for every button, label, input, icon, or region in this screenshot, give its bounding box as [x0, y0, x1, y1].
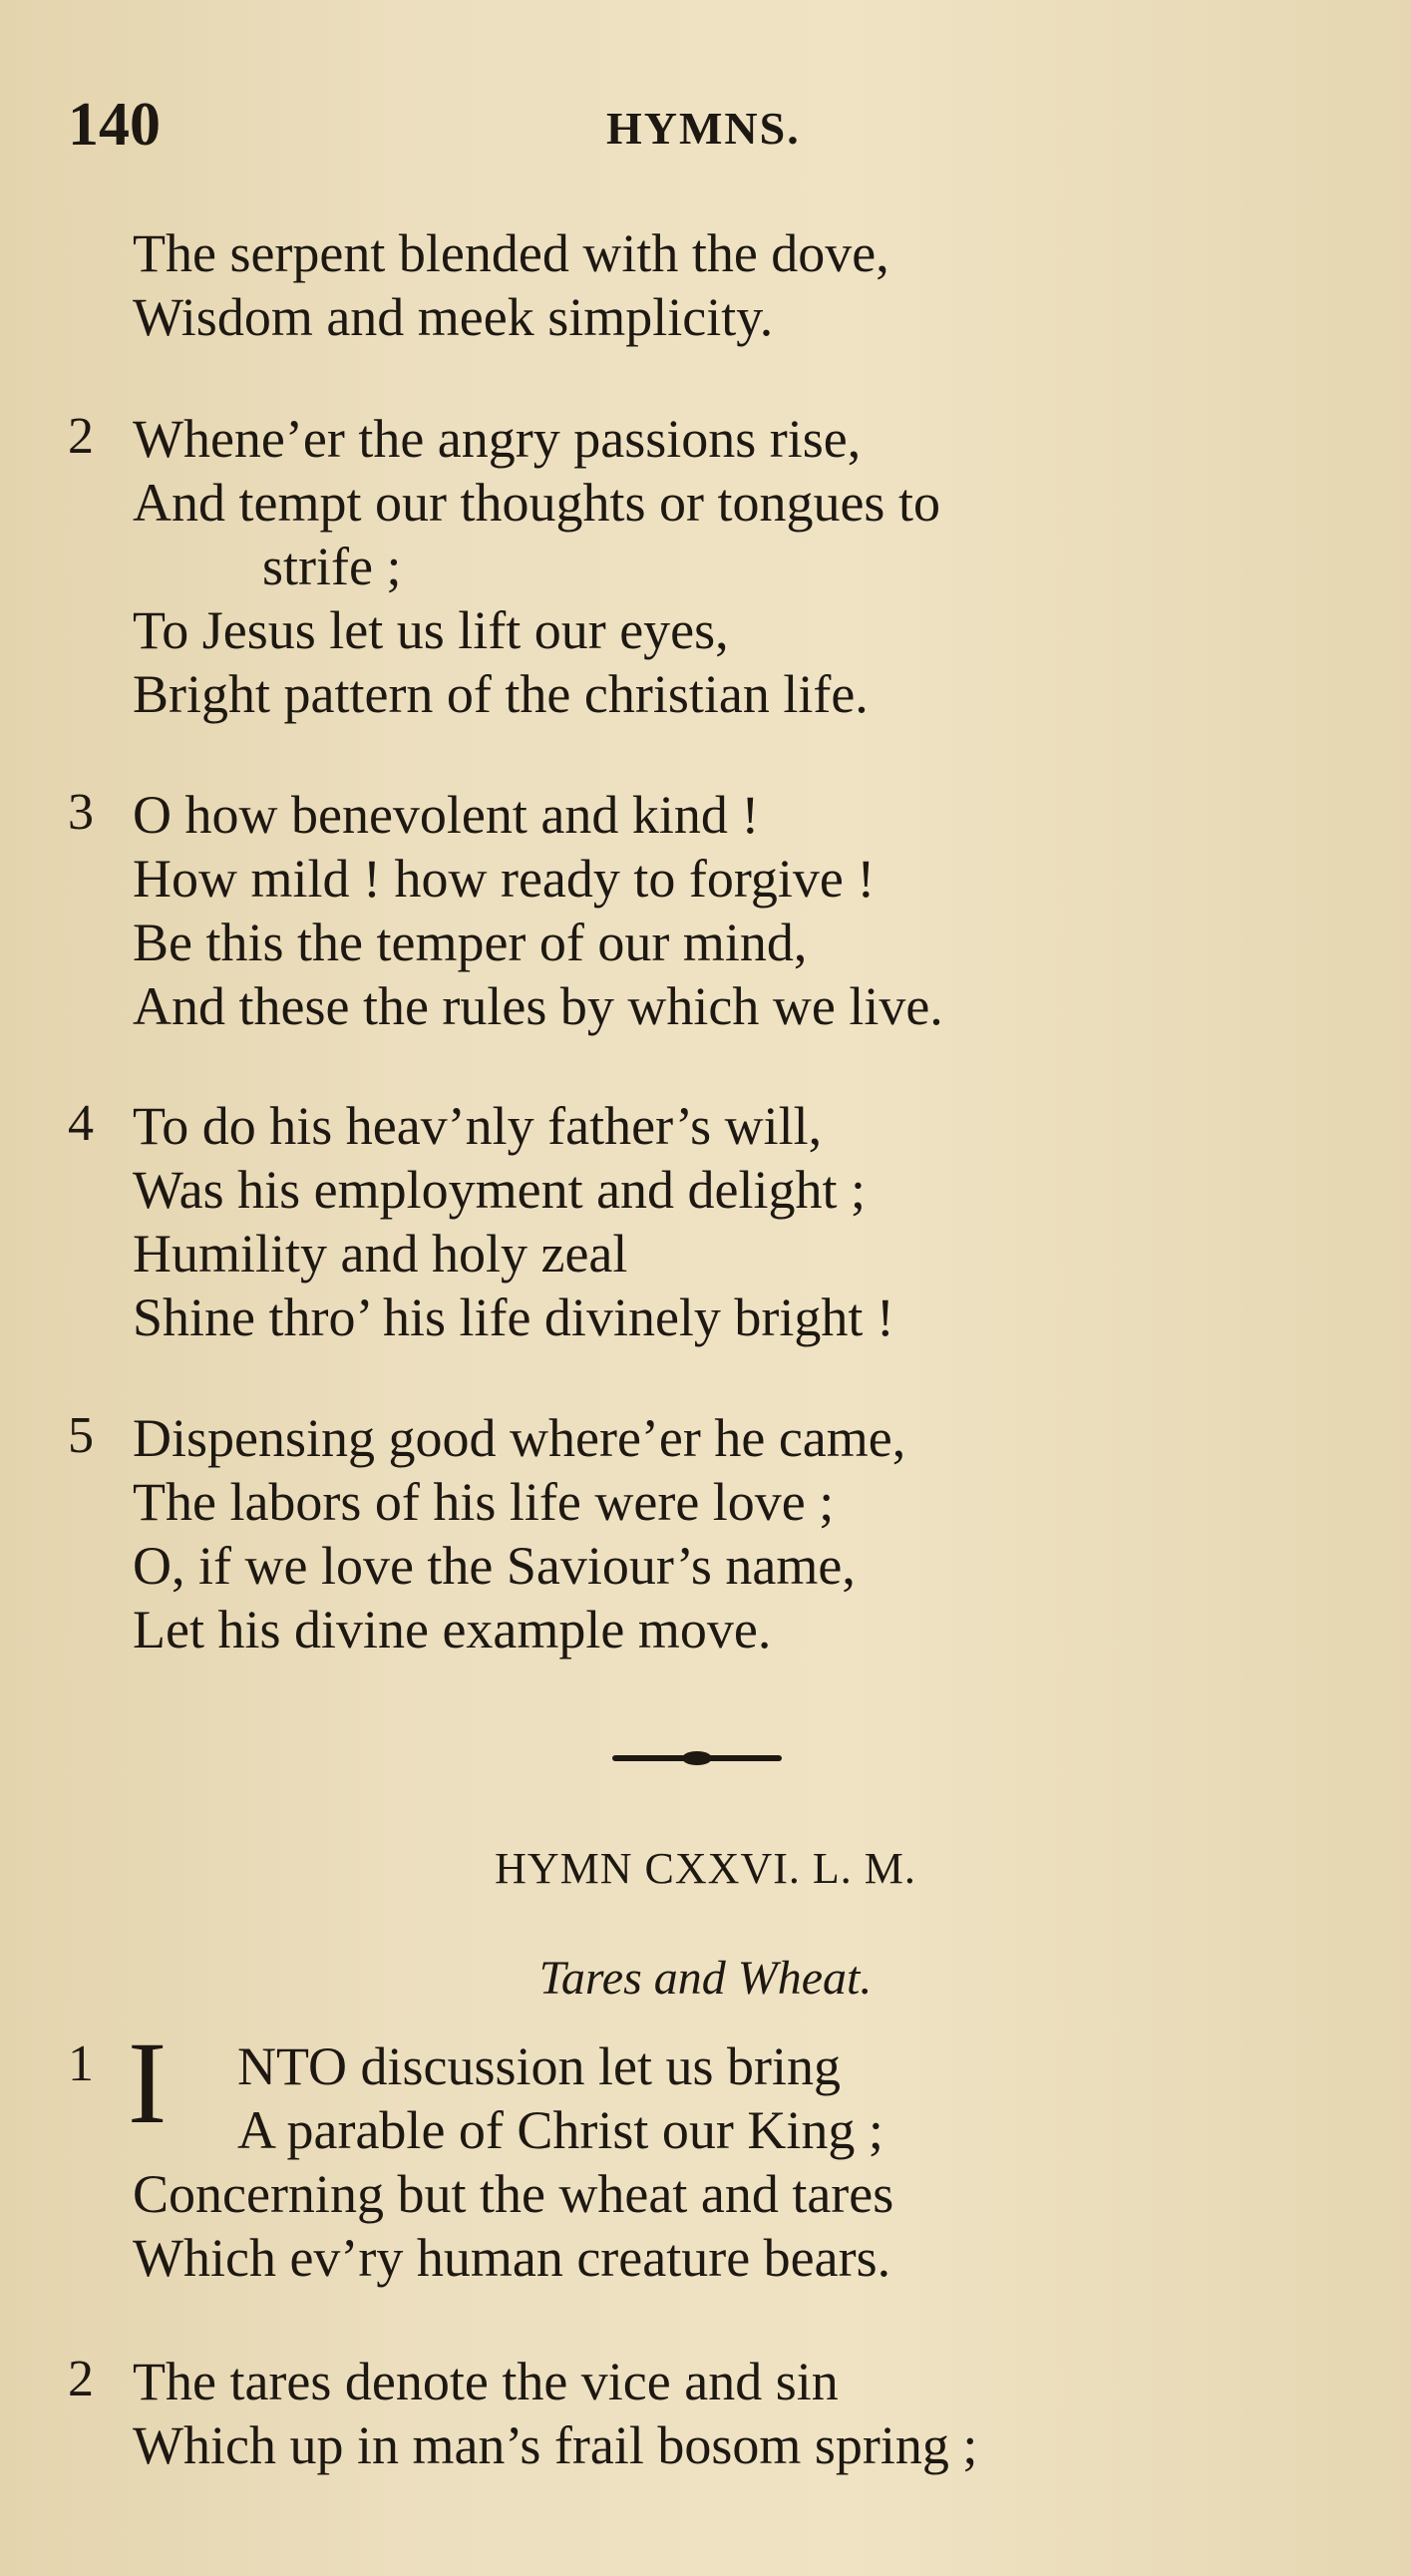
verse-line: Whene’er the angry passions rise, — [133, 409, 862, 469]
verse-line: NTO discussion let us bring — [237, 2036, 841, 2096]
verse-line: To Jesus let us lift our eyes, — [133, 600, 729, 660]
verse-line: O how benevolent and kind ! — [133, 785, 760, 845]
verse-line: strife ; — [262, 537, 402, 596]
verse-line: Concerning but the wheat and tares — [133, 2164, 894, 2224]
verse-line: And these the rules by which we live. — [133, 976, 943, 1036]
verse-number: 5 — [68, 1407, 94, 1464]
verse-line: The serpent blended with the dove, — [133, 223, 889, 283]
verse-line: Dispensing good where’er he came, — [133, 1408, 906, 1468]
verse-line: And tempt our thoughts or tongues to — [133, 473, 940, 533]
verse-line: Shine thro’ his life divinely bright ! — [133, 1288, 894, 1347]
verse-line: The tares denote the vice and sin — [133, 2352, 839, 2411]
hymn-title: HYMN CXXVI. L. M. — [495, 1844, 916, 1893]
verse-line: To do his heav’nly father’s will, — [133, 1096, 823, 1156]
verse-line: Was his employment and delight ; — [133, 1160, 867, 1220]
verse-line: Wisdom and meek simplicity. — [133, 287, 774, 347]
drop-cap: I — [128, 2018, 168, 2148]
verse-line: O, if we love the Saviour’s name, — [133, 1536, 856, 1596]
verse-number: 4 — [68, 1095, 94, 1152]
verse-number: 2 — [68, 408, 94, 465]
hymn-subtitle: Tares and Wheat. — [538, 1952, 873, 2005]
verse-number: 2 — [68, 2351, 94, 2407]
verse-line: The labors of his life were love ; — [133, 1472, 835, 1532]
verse-line: How mild ! how ready to forgive ! — [133, 849, 876, 909]
verse-number: 3 — [68, 784, 94, 841]
verse-line: Humility and holy zeal — [133, 1224, 628, 1284]
verse-line: Bright pattern of the christian life. — [133, 664, 869, 724]
verse-line: Let his divine example move. — [133, 1600, 772, 1659]
verse-line: A parable of Christ our King ; — [237, 2100, 883, 2160]
section-divider — [612, 1755, 782, 1761]
page-header — [68, 90, 1343, 170]
verse-line: Which ev’ry human creature bears. — [133, 2228, 891, 2288]
verse-number: 1 — [68, 2035, 94, 2092]
verse-line: Which up in man’s frail bosom spring ; — [133, 2415, 978, 2475]
page-number: 140 — [68, 91, 161, 159]
running-head: HYMNS. — [606, 103, 801, 154]
verse-line: Be this the temper of our mind, — [133, 913, 808, 972]
